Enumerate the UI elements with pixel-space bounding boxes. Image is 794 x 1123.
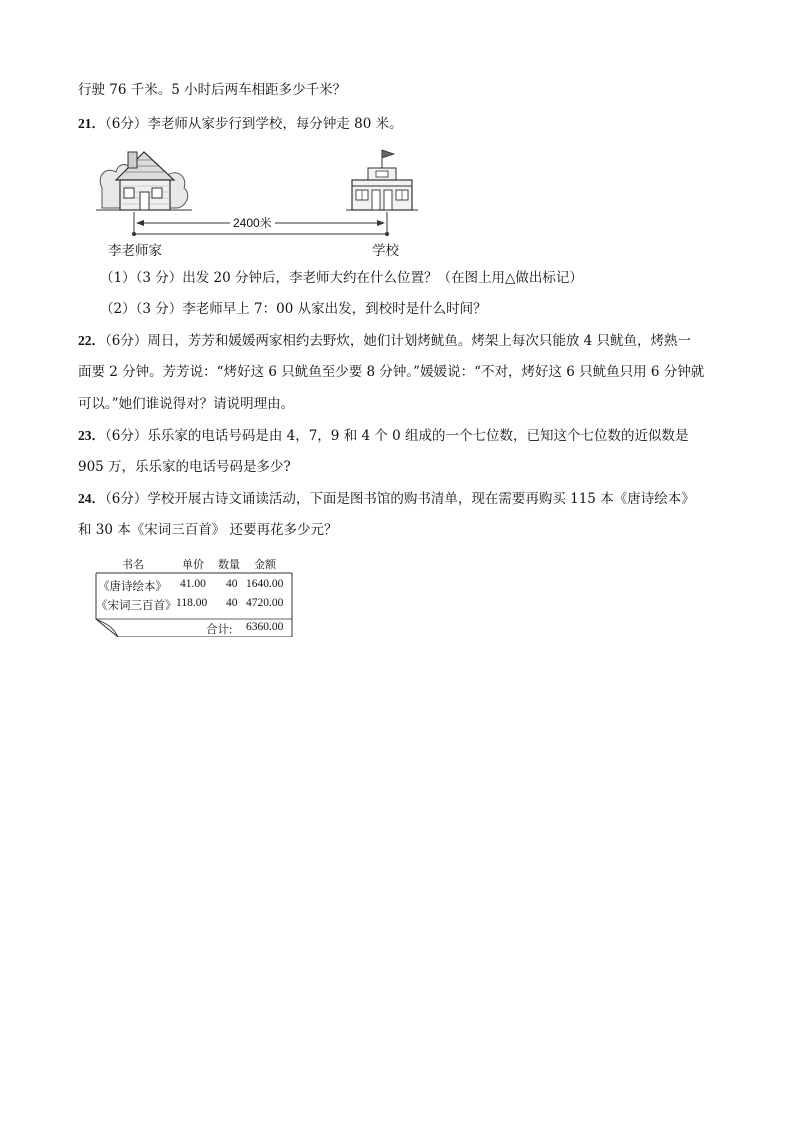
question-text: （6分）乐乐家的电话号码是由 4，7，9 和 4 个 0 组成的一个七位数，已知这个七位数的近似数是	[105, 428, 689, 444]
total-label: 合计:	[206, 624, 233, 636]
distance-label: 2400米	[230, 214, 275, 231]
row-1-qty: 40	[226, 578, 238, 590]
question-24	[78, 489, 695, 509]
row-2-amount: 4720.00	[246, 597, 284, 609]
distance-illustration	[96, 146, 426, 258]
header-amount: 金额	[254, 558, 276, 571]
row-1-title: 《唐诗绘本》	[98, 581, 167, 593]
question-24-line-2: 和 30 本《宋词三百首》 还要再花多少元？	[78, 522, 338, 538]
header-price: 单价	[182, 558, 204, 571]
question-21	[78, 114, 403, 134]
question-number: 23．	[78, 428, 105, 443]
question-number: 22．	[78, 333, 105, 348]
question-number: 21．	[78, 116, 105, 131]
question-23	[78, 426, 689, 446]
header-title: 书名	[122, 558, 144, 571]
purchase-receipt	[94, 553, 294, 637]
question-22	[78, 331, 691, 351]
row-1-amount: 1640.00	[246, 578, 284, 590]
question-number: 24．	[78, 491, 105, 506]
header-qty: 数量	[218, 558, 240, 571]
row-2-qty: 40	[226, 597, 238, 609]
question-text: （6分）周日，芳芳和媛媛两家相约去野炊，她们计划烤鱿鱼。烤架上每次只能放 4 只鱿鱼，烤熟一	[105, 333, 692, 349]
row-2-price: 118.00	[176, 597, 208, 609]
question-23-line-2: 905 万，乐乐家的电话号码是多少?	[78, 459, 291, 475]
question-text: （6分）李老师从家步行到学校，每分钟走 80 米。	[105, 116, 403, 132]
question-text: （6分）学校开展古诗文诵读活动，下面是图书馆的购书清单，现在需要再购买 115 本《唐诗绘本》	[105, 491, 695, 507]
question-20-tail: 行驶 76 千米。5 小时后两车相距多少千米？	[78, 82, 347, 98]
question-22-line-2: 面要 2 分钟。芳芳说：“烤好这 6 只鱿鱼至少要 8 分钟。”媛媛说：“不对，烤好这 6 只鱿鱼只用 6 分钟就	[78, 364, 705, 380]
question-21-part-1: （1）（3 分）出发 20 分钟后，李老师大约在什么位置？（在图上用△做出标记）	[100, 270, 583, 286]
question-21-part-2: （2）（3 分）李老师早上 7：00 从家出发，到校时是什么时间？	[100, 301, 487, 317]
total-value: 6360.00	[246, 621, 284, 633]
home-label: 李老师家	[108, 243, 162, 259]
question-22-line-3: 可以。”她们谁说得对？请说明理由。	[78, 396, 295, 412]
row-2-title: 《宋词三百首》	[96, 600, 177, 612]
school-label: 学校	[372, 243, 399, 259]
row-1-price: 41.00	[180, 578, 206, 590]
